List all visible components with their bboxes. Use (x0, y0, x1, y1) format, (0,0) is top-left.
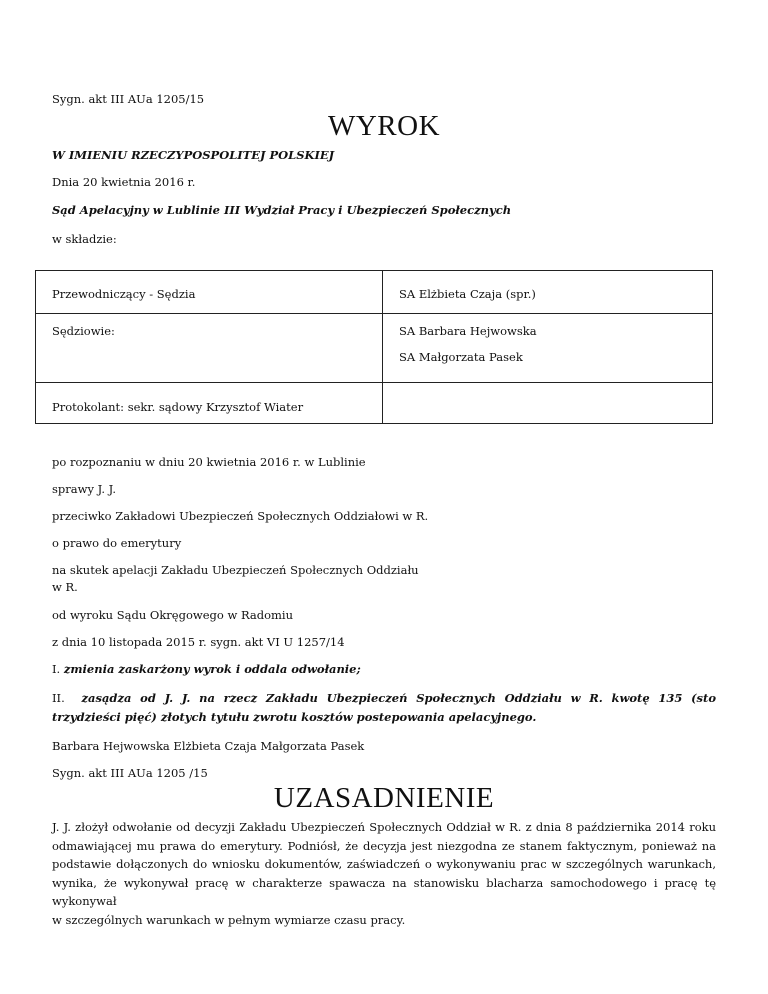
clerk-empty-cell (383, 383, 713, 424)
verdict-item-1 (52, 662, 361, 676)
verdict-item-2 (52, 689, 716, 726)
judgment-date-line: z dnia 10 listopada 2015 r. sygn. akt VI U 1257/14 (52, 635, 345, 649)
reasons-line-5: w szczególnych warunkach w pełnym wymiarze czasu pracy. (52, 912, 406, 927)
panel-row-judges (36, 314, 713, 383)
panel-row-clerk (36, 383, 713, 424)
verdict-item-2-line-2: trzydzieści pięć) złotych tytułu zwrotu kosztów postepowania apelacyjnego. (52, 709, 537, 724)
chair-name: SA Elżbieta Czaja (spr.) (399, 287, 536, 301)
reasons-line-2: odmawiającej mu prawa do emerytury. Podniósł, że decyzja jest niezgodna ze stanem faktycznym, ponieważ na (52, 838, 716, 853)
from-judgment-line: od wyroku Sądu Okręgowego w Radomiu (52, 608, 294, 622)
court-panel-table (35, 270, 713, 424)
clerk-name: Protokolant: sekr. sądowy Krzysztof Wiater (52, 400, 304, 414)
case-of-line: sprawy J. J. (52, 482, 117, 496)
chair-label: Przewodniczący - Sędzia (52, 287, 196, 301)
verdict-item-1-number: I. (52, 662, 61, 676)
panel-row-chair (36, 271, 713, 314)
court-name: Sąd Apelacyjny w Lublinie III Wydział Pracy i Ubezpieczeń Społecznych (52, 203, 512, 217)
signatures-line: Barbara Hejwowska Elżbieta Czaja Małgorzata Pasek (52, 739, 365, 753)
reasons-title: UZASADNIENIE (273, 782, 495, 814)
judgment-title: WYROK (327, 110, 441, 142)
in-name-of-republic: W IMIENIU RZECZYPOSPOLITEJ POLSKIEJ (52, 148, 335, 162)
judgment-date: Dnia 20 kwietnia 2016 r. (52, 175, 196, 189)
judge-2-name: SA Małgorzata Pasek (399, 350, 523, 364)
subject-line: o prawo do emerytury (52, 536, 182, 550)
judge-1-name: SA Barbara Hejwowska (399, 324, 537, 338)
clerk-cell (36, 383, 383, 424)
reasons-line-3: podstawie dołączonych do wniosku dokumentów, zaświadczeń o wykonywaniu prac w szczególnych warunkach, (52, 857, 716, 871)
against-line: przeciwko Zakładowi Ubezpieczeń Społecznych Oddziałowi w R. (52, 509, 429, 523)
composition-label: w składzie: (52, 232, 117, 246)
case-number: Sygn. akt III AUa 1205/15 (52, 92, 205, 106)
appeal-line-1: na skutek apelacji Zakładu Ubezpieczeń Społecznych Oddziału (52, 563, 419, 577)
verdict-item-1-text: zmienia zaskarżony wyrok i oddala odwołanie; (63, 662, 361, 676)
chair-label-cell (36, 271, 383, 314)
judges-label-cell (36, 314, 383, 383)
judges-names-cell (383, 314, 713, 383)
hearing-line: po rozpoznaniu w dniu 20 kwietnia 2016 r. w Lublinie (52, 455, 366, 469)
appeal-line-2: w R. (52, 580, 78, 594)
reasons-paragraph (52, 818, 716, 929)
judges-label: Sędziowie: (52, 324, 115, 338)
reasons-line-4: wynika, że wykonywał pracę w charakterze spawacza na stanowisku blacharza samochodowego i pracę tę wykonywał (52, 875, 716, 908)
reasons-case-number: Sygn. akt III AUa 1205 /15 (52, 766, 208, 780)
chair-name-cell (383, 271, 713, 314)
verdict-item-2-number: II. (52, 691, 65, 705)
verdict-item-2-text-1: zasądza od J. J. na rzecz Zakładu Ubezpieczeń Społecznych Oddziału w R. kwotę 135 (sto (81, 691, 716, 705)
verdict-item-2-line-1 (52, 689, 716, 708)
reasons-line-1: J. J. złożył odwołanie od decyzji Zakładu Ubezpieczeń Społecznych Oddział w R. z dnia 8 października 2014 roku (52, 820, 716, 834)
